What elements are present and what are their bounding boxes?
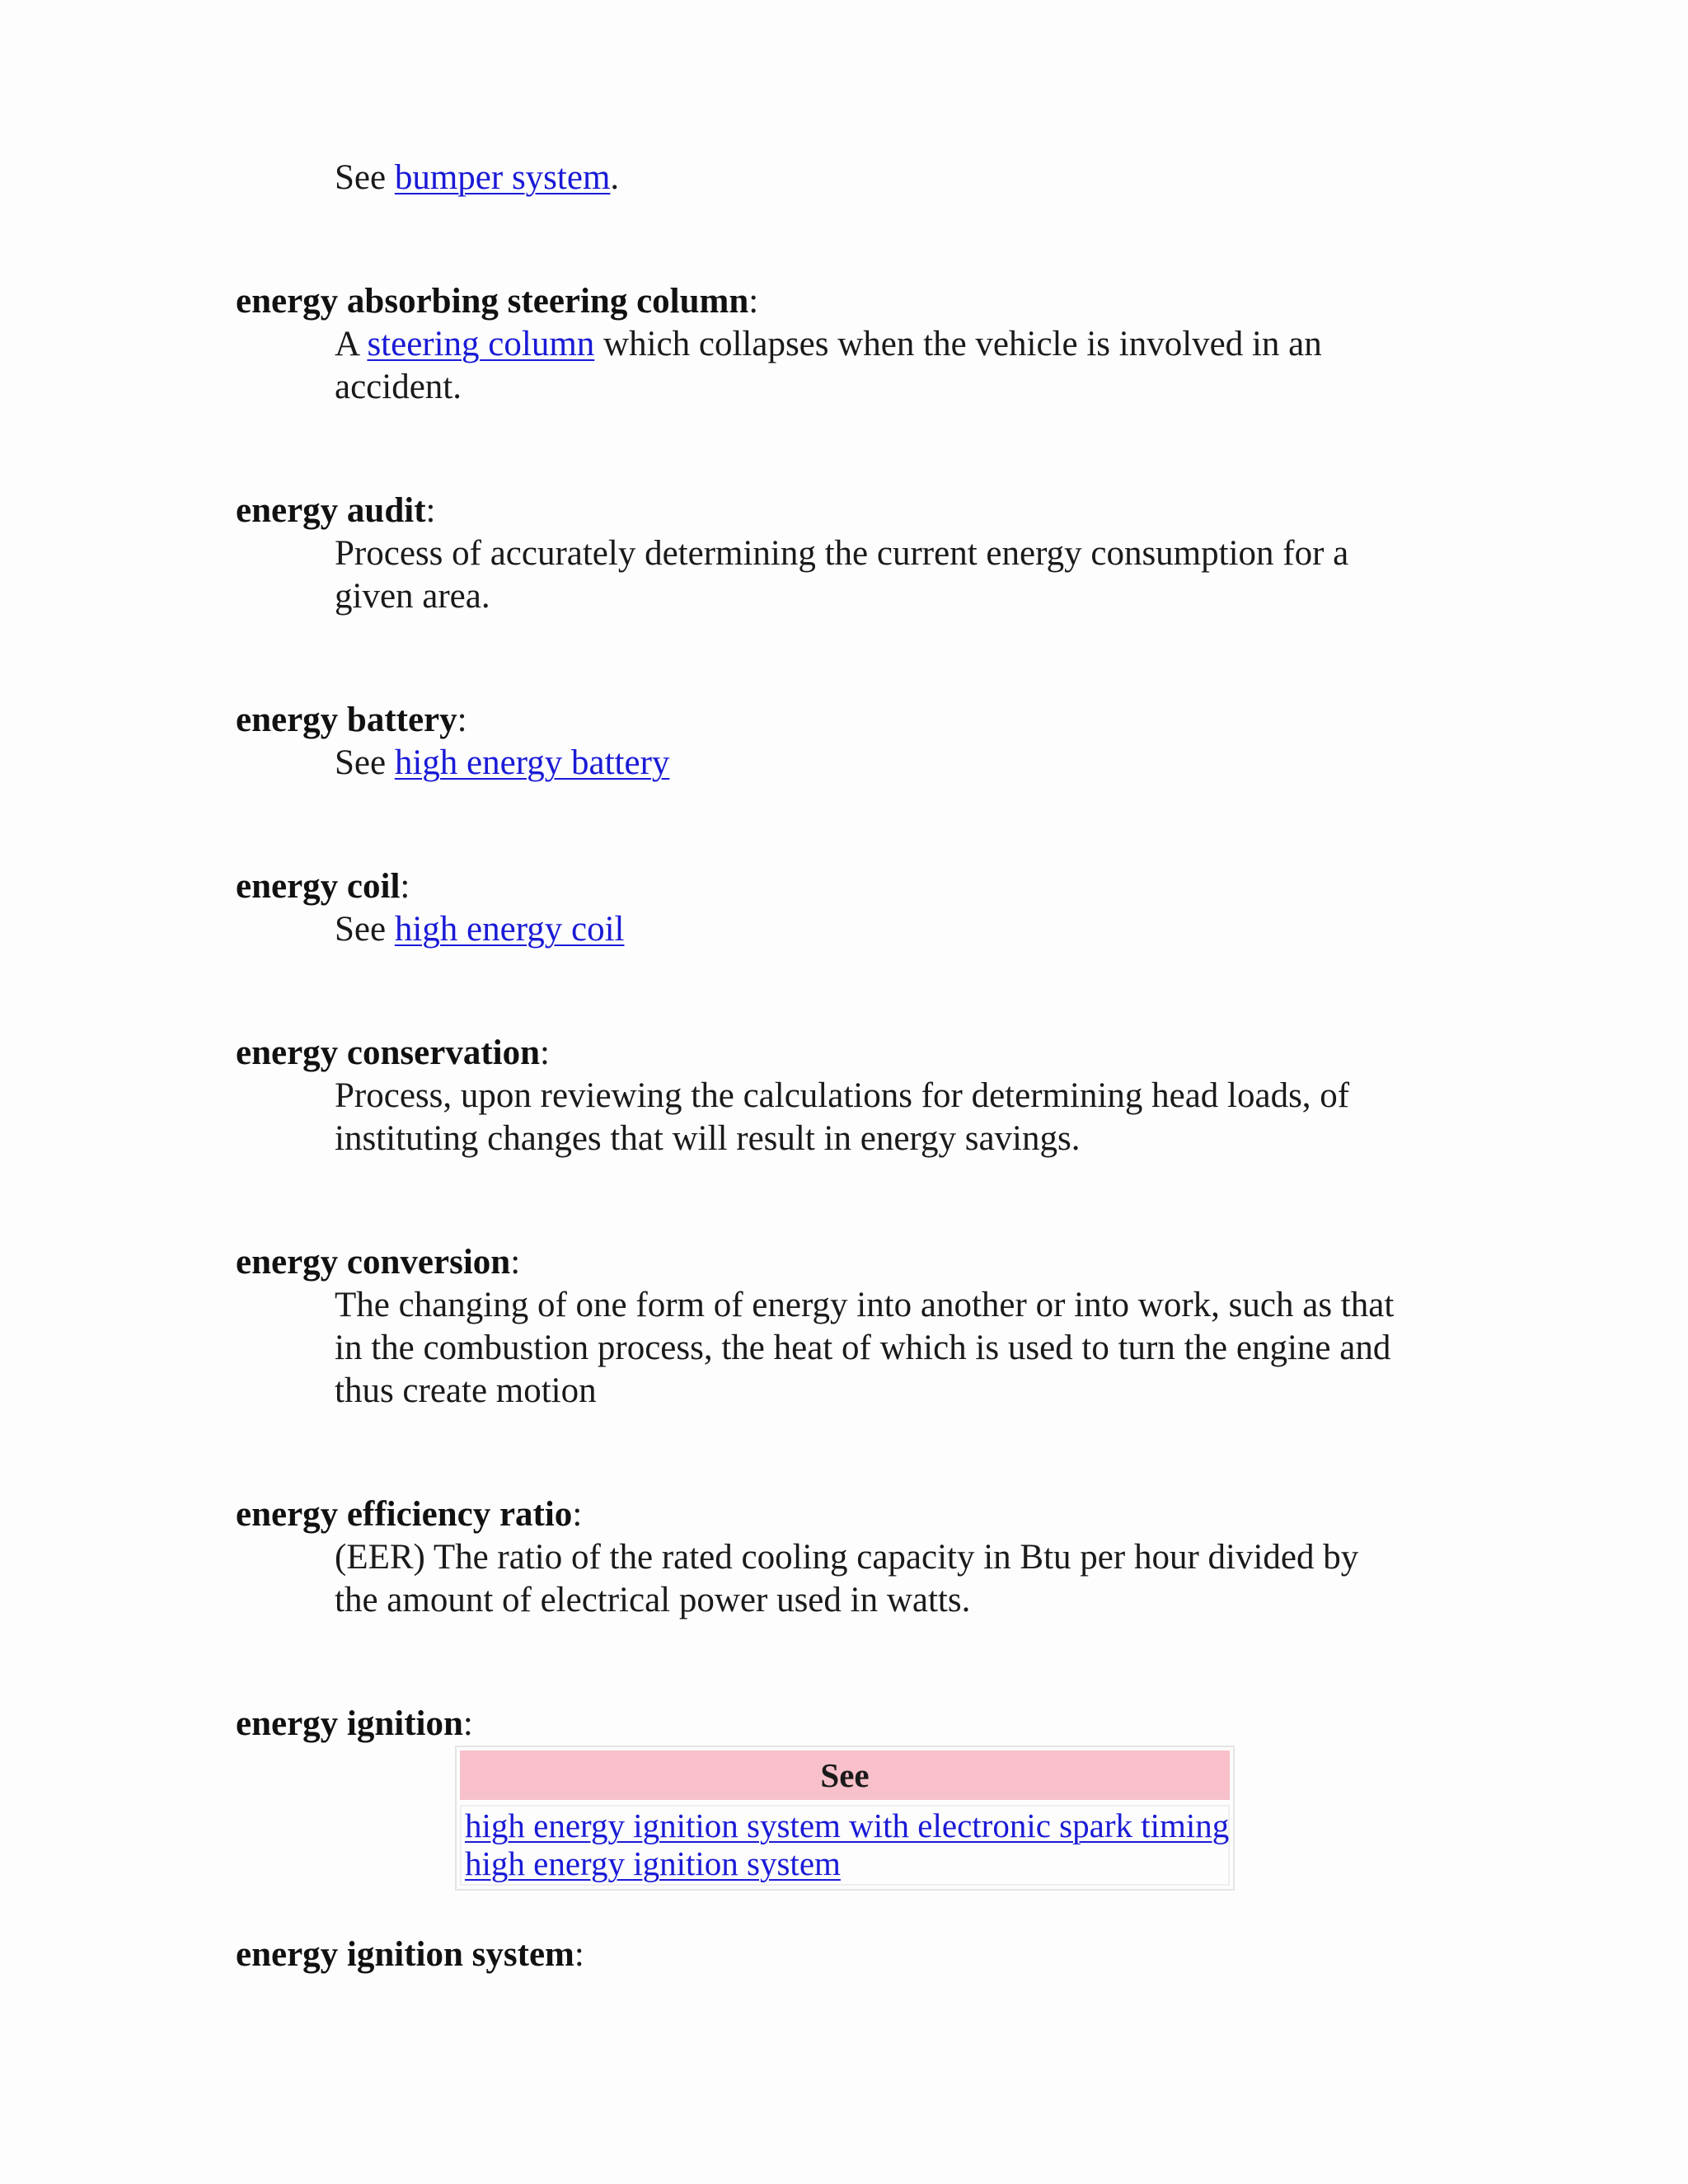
glossary-term <box>236 490 435 532</box>
definition-line <box>335 1327 1390 1370</box>
definition-text: The changing of one form of energy into another or into work, such as that <box>335 1286 1395 1324</box>
term-name: energy conservation <box>236 1033 541 1072</box>
definition-line <box>335 575 490 618</box>
definition-text: See <box>335 743 395 782</box>
definition-text: A <box>335 325 368 363</box>
definition-text: (EER) The ratio of the rated cooling capacity in Btu per hour divided by <box>335 1538 1359 1577</box>
definition-text: instituting changes that will result in energy savings. <box>335 1119 1081 1158</box>
see-also-table <box>455 1746 1235 1891</box>
definition-line <box>335 908 624 951</box>
definition-text: in the combustion process, the heat of which is used to turn the engine and <box>335 1329 1391 1367</box>
definition-line <box>335 157 619 199</box>
term-name: energy absorbing steering column <box>236 282 749 321</box>
definition-line <box>335 1579 970 1622</box>
glossary-term <box>236 1241 520 1284</box>
high-energy-coil-link[interactable]: high energy coil <box>394 910 625 949</box>
see-also-header: See <box>460 1750 1230 1800</box>
term-name: energy audit <box>236 491 426 530</box>
see-also-cell <box>460 1805 1230 1886</box>
definition-line <box>335 1284 1394 1327</box>
glossary-term <box>236 1933 584 1976</box>
term-name: energy ignition system <box>236 1935 574 1974</box>
glossary-term <box>236 699 467 742</box>
see-also-link[interactable]: high energy ignition system <box>465 1844 841 1882</box>
bumper-system-link[interactable]: bumper system <box>394 158 611 197</box>
definition-line <box>335 366 462 409</box>
term-name: energy efficiency ratio <box>236 1495 573 1534</box>
term-colon: : <box>540 1033 550 1072</box>
glossary-term <box>236 1703 473 1746</box>
term-name: energy battery <box>236 701 457 739</box>
term-colon: : <box>425 491 436 530</box>
term-name: energy conversion <box>236 1243 511 1282</box>
definition-text: See <box>335 158 395 197</box>
glossary-term <box>236 865 410 908</box>
term-colon: : <box>400 867 410 906</box>
definition-line <box>335 1536 1358 1579</box>
term-name: energy coil <box>236 867 401 906</box>
definition-text: . <box>610 158 620 197</box>
definition-text: See <box>335 910 395 949</box>
definition-line <box>335 1118 1080 1160</box>
definition-text: accident. <box>335 368 462 406</box>
definition-text: Process, upon reviewing the calculations for determining head loads, of <box>335 1076 1350 1115</box>
see-also-link[interactable]: high energy ignition system with electronic spark timing <box>465 1807 1230 1844</box>
term-colon: : <box>510 1243 521 1282</box>
definition-text: which collapses when the vehicle is involved in an <box>594 325 1322 363</box>
definition-line <box>335 1370 597 1413</box>
glossary-term <box>236 1032 550 1075</box>
term-colon: : <box>572 1495 583 1534</box>
term-colon: : <box>457 701 467 739</box>
glossary-term <box>236 1493 582 1536</box>
term-colon: : <box>574 1935 584 1974</box>
term-name: energy ignition <box>236 1704 463 1743</box>
definition-line <box>335 1075 1349 1118</box>
high-energy-battery-link[interactable]: high energy battery <box>394 743 670 782</box>
steering-column-link[interactable]: steering column <box>367 325 595 363</box>
term-colon: : <box>748 282 759 321</box>
glossary-term <box>236 280 758 323</box>
definition-text: thus create motion <box>335 1371 597 1410</box>
definition-text: the amount of electrical power used in watts. <box>335 1581 971 1619</box>
definition-text: Process of accurately determining the current energy consumption for a <box>335 534 1349 573</box>
definition-line <box>335 323 1322 366</box>
definition-line <box>335 742 669 785</box>
definition-line <box>335 532 1348 575</box>
definition-text: given area. <box>335 577 490 616</box>
term-colon: : <box>462 1704 473 1743</box>
